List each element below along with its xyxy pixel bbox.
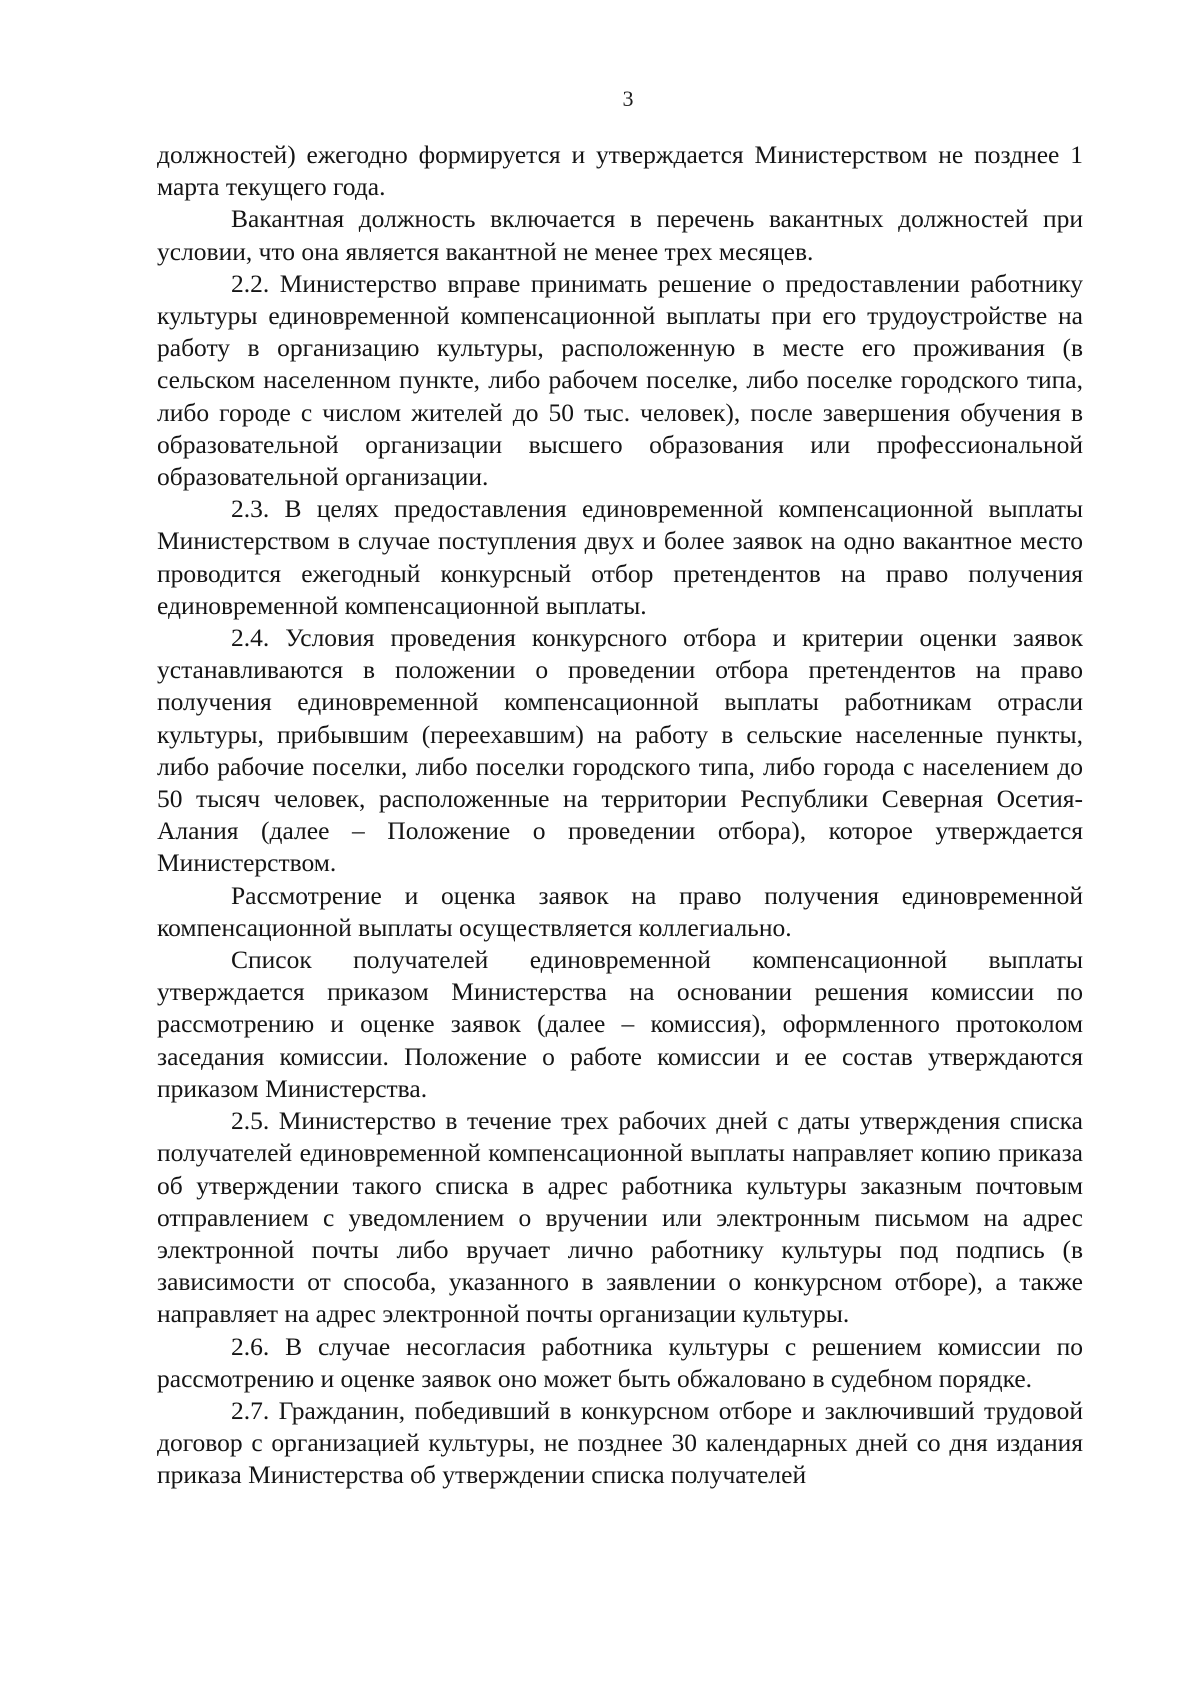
paragraph-vacancy-condition: Вакантная должность включается в перечень вакантных должностей при условии, что она является вакантной не менее трех месяцев. [157, 204, 1083, 266]
paragraph-2-6: 2.6. В случае несогласия работника культуры с решением комиссии по рассмотрению и оценке заявок оно может быть обжаловано в судебном порядке. [157, 1331, 1083, 1393]
paragraph-2-5: 2.5. Министерство в течение трех рабочих дней с даты утверждения списка получателей единовременной компенсационной выплаты направляет копию приказа об утверждении такого списка в адрес работника культуры заказным почтовым отправлением с уведомлением о вручении или электронным письмом на адрес электронной почты либо вручает лично работнику культуры под подпись (в зависимости от способа, указанного в заявлении о конкурсном отборе), а также направляет на адрес электронной почты организации культуры. [157, 1106, 1083, 1329]
paragraph-continuation: должностей) ежегодно формируется и утверждается Министерством не позднее 1 марта текущего года. [157, 140, 1083, 202]
paragraph-recipients-list: Список получателей единовременной компенсационной выплаты утверждается приказом Министерства на основании решения комиссии по рассмотрению и оценке заявок (далее – комиссия), оформленного протоколом заседания комиссии. Положение о работе комиссии и ее состав утверждаются приказом Министерства. [157, 945, 1083, 1103]
paragraph-review-collegial: Рассмотрение и оценка заявок на право получения единовременной компенсационной выплаты осуществляется коллегиально. [157, 880, 1083, 942]
page-number: 3 [622, 86, 634, 111]
document-body [157, 139, 1083, 1492]
paragraph-2-2: 2.2. Министерство вправе принимать решение о предоставлении работнику культуры единовременной компенсационной выплаты при его трудоустройстве на работу в организацию культуры, расположенную в месте его проживания (в сельском населенном пункте, либо рабочем поселке, либо поселке городского типа, либо городе с числом жителей до 50 тыс. человек), после завершения обучения в образовательной организации высшего образования или профессиональной образовательной организации. [157, 268, 1083, 492]
paragraph-2-7: 2.7. Гражданин, победивший в конкурсном отборе и заключивший трудовой договор с организацией культуры, не позднее 30 календарных дней со дня издания приказа Министерства об утверждении списка получателей [157, 1395, 1083, 1490]
paragraph-2-3: 2.3. В целях предоставления единовременной компенсационной выплаты Министерством в случае поступления двух и более заявок на одно вакантное место проводится ежегодный конкурсный отбор претендентов на право получения единовременной компенсационной выплаты. [157, 494, 1083, 620]
paragraph-2-4: 2.4. Условия проведения конкурсного отбора и критерии оценки заявок устанавливаются в положении о проведении отбора претендентов на право получения единовременной компенсационной выплаты работникам отрасли культуры, прибывшим (переехавшим) на работу в сельские населенные пункты, либо рабочие поселки, либо поселки городского типа, либо города с населением до 50 тысяч человек, расположенные на территории Республики Северная Осетия-Алания (далее – Положение о проведении отбора), которое утверждается Министерством. [157, 623, 1083, 878]
